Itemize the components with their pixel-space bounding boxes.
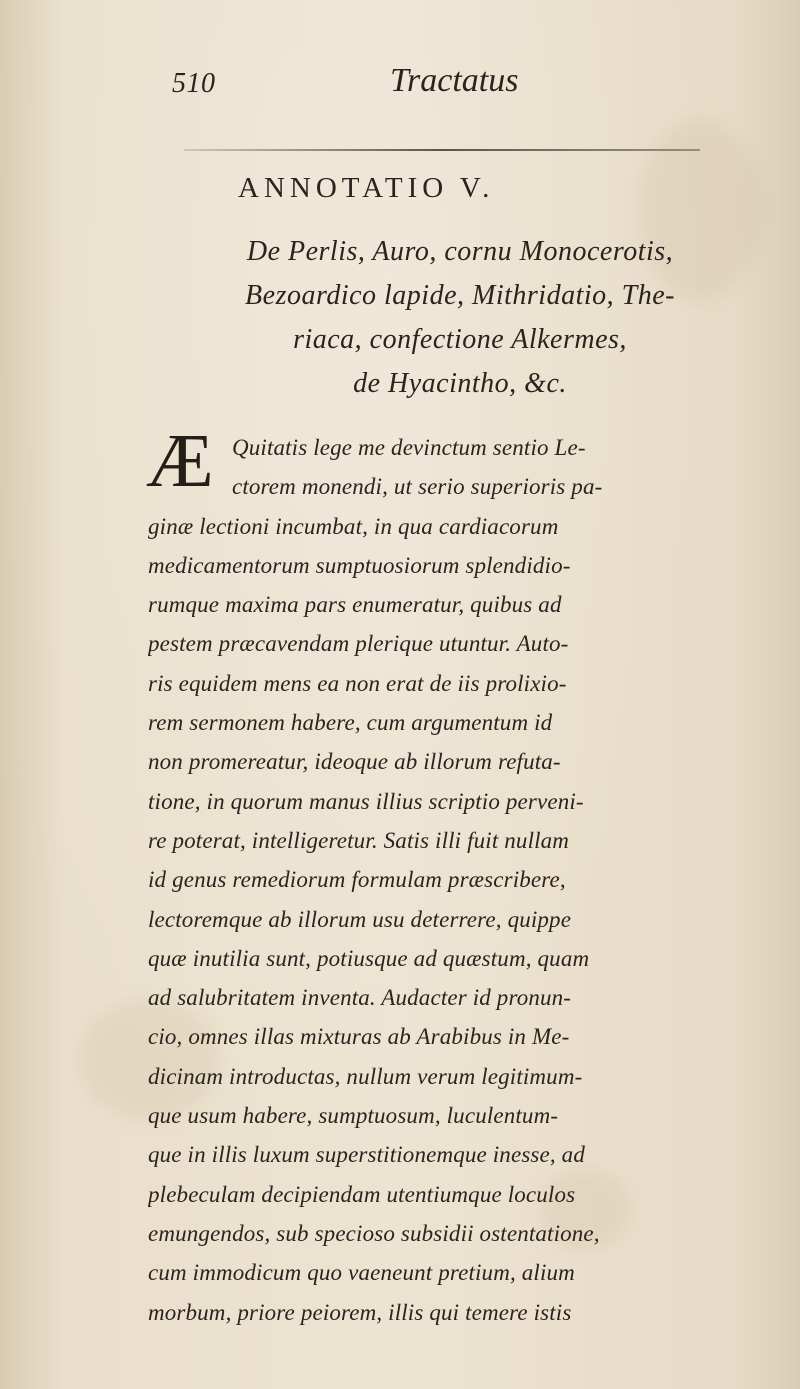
body-line: quæ inutilia sunt, potiusque ad quæstum, quam bbox=[148, 945, 590, 971]
body-line-text: ctorem monendi, ut serio superioris pa- bbox=[232, 474, 603, 500]
body-line: re poterat, intelligeretur. Satis illi fuit nullam bbox=[148, 827, 570, 853]
body-text bbox=[146, 419, 748, 1332]
body-line: pestem præcavendam plerique utuntur. Auto- bbox=[148, 631, 569, 657]
running-title: Tractatus bbox=[390, 62, 519, 99]
body-line: cum immodicum quo vaeneunt pretium, alium bbox=[148, 1260, 575, 1286]
body-line: non promereatur, ideoque ab illorum refuta- bbox=[148, 749, 561, 775]
running-head bbox=[172, 62, 692, 102]
body-line: id genus remediorum formulam præscribere, bbox=[148, 867, 566, 893]
body-first-line-text: Quitatis lege me devinctum sentio Le- bbox=[232, 435, 586, 460]
body-line: medicamentorum sumptuosiorum splendidio- bbox=[148, 552, 571, 578]
body-line: cio, omnes illas mixturas ab Arabibus in Me- bbox=[148, 1024, 570, 1050]
body-line: que usum habere, sumptuosum, luculentum- bbox=[148, 1103, 559, 1129]
body-line: plebeculam decipiendam utentiumque loculos bbox=[148, 1181, 576, 1207]
body-line bbox=[148, 467, 748, 506]
body-line: morbum, priore peiorem, illis qui temere istis bbox=[148, 1299, 572, 1325]
body-line: ginæ lectioni incumbat, in qua cardiacorum bbox=[148, 513, 559, 539]
page-number: 510 bbox=[172, 68, 216, 99]
body-line: ad salubritatem inventa. Audacter id pronun- bbox=[148, 985, 572, 1011]
body-line: rumque maxima pars enumeratur, quibus ad bbox=[148, 592, 562, 618]
drop-cap: Æ bbox=[146, 419, 214, 503]
body-line: rem sermonem habere, cum argumentum id bbox=[148, 710, 553, 736]
subtitle-line: De Perlis, Auro, cornu Monocerotis, bbox=[246, 236, 674, 267]
header-rule bbox=[184, 149, 700, 151]
body-line: que in illis luxum superstitionemque inesse, ad bbox=[148, 1142, 585, 1168]
body-line: dicinam introductas, nullum verum legitimum- bbox=[148, 1063, 583, 1089]
subtitle-line: de Hyacintho, &c. bbox=[353, 368, 567, 399]
body-line: lectoremque ab illorum usu deterrere, quippe bbox=[148, 906, 572, 932]
body-line bbox=[148, 428, 748, 467]
section-heading: ANNOTATIO V. bbox=[238, 172, 495, 204]
subtitle-line: Bezoardico lapide, Mithridatio, The- bbox=[245, 280, 675, 311]
body-line: tione, in quorum manus illius scriptio perveni- bbox=[148, 788, 584, 814]
section-subtitle bbox=[150, 230, 770, 406]
subtitle-line: riaca, confectione Alkermes, bbox=[293, 324, 627, 355]
body-line: ris equidem mens ea non erat de iis prolixio- bbox=[148, 670, 567, 696]
body-line: emungendos, sub specioso subsidii ostentatione, bbox=[148, 1220, 600, 1246]
